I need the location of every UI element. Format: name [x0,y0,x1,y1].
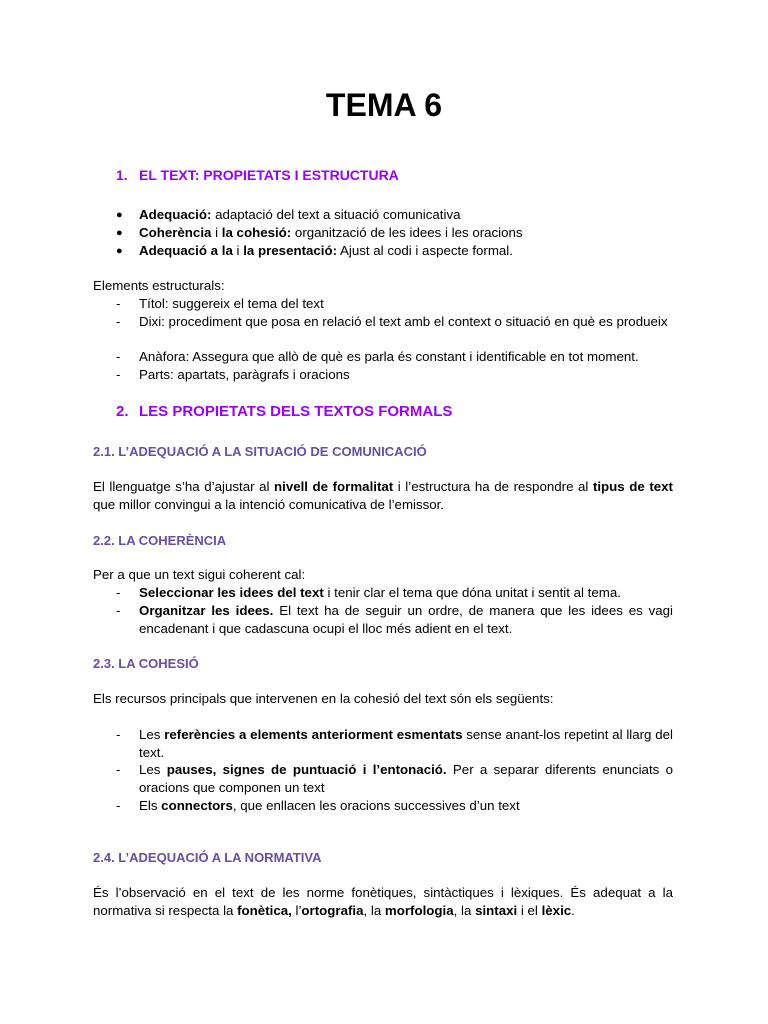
dash-marker: - [116,296,121,311]
list-item: Organitzar les idees. El text ha de seguir un ordre, de manera que les idees es vagi encadenant i que cadascuna ocupi el lloc més adient en el text. [139,603,673,636]
section-title: LES PROPIETATS DELS TEXTOS FORMALS [139,403,453,420]
dash-marker: - [116,349,121,364]
list-item: Les pauses, signes de puntuació i l’entonació. Per a separar diferents enunciats o oracions que componen un text [139,762,673,795]
paragraph: El llenguatge s’ha d’ajustar al nivell de formalitat i l’estructura ha de respondre al tipus de text que millor convingui a la intenció comunicativa de l’emissor. [93,479,673,512]
subsection-heading: 2.1. L’ADEQUACIÓ A LA SITUACIÓ DE COMUNICACIÓ [93,444,427,459]
subsection-heading: 2.4. L’ADEQUACIÓ A LA NORMATIVA [93,850,322,865]
paragraph: Elements estructurals: [93,278,225,293]
list-item: Parts: apartats, paràgrafs i oracions [139,367,350,382]
dash-marker: - [116,603,121,618]
list-item: Dixi: procediment que posa en relació el text amb el context o situació en què es produeix [139,314,668,329]
bullet-marker: ● [116,227,123,239]
paragraph: Els recursos principals que intervenen en la cohesió del text són els següents: [93,691,554,706]
subsection-heading: 2.3. LA COHESIÓ [93,656,199,671]
dash-marker: - [116,585,121,600]
paragraph: Per a que un text sigui coherent cal: [93,567,306,582]
page-title: TEMA 6 [325,87,443,123]
bullet-marker: ● [116,245,123,257]
bullet-marker: ● [116,209,123,221]
section-title: EL TEXT: PROPIETATS I ESTRUCTURA [139,167,399,183]
paragraph: És l’observació en el text de les norme fonètiques, sintàctiques i lèxiques. És adequat a la normativa si respecta la fonètica, l’ortografia, la morfologia, la sintaxi i el lèxic. [93,885,673,918]
dash-marker: - [116,367,121,382]
dash-marker: - [116,798,121,813]
bullet-item: Coherència i la cohesió: organització de les idees i les oracions [139,225,523,240]
dash-marker: - [116,762,121,777]
dash-marker: - [116,727,121,742]
section-number: 1. [116,167,128,183]
subsection-heading: 2.2. LA COHERÈNCIA [93,533,227,548]
bullet-item: Adequació: adaptació del text a situació comunicativa [139,207,461,222]
section-number: 2. [116,403,129,420]
list-item: Seleccionar les idees del text i tenir clar el tema que dóna unitat i sentit al tema. [139,585,621,600]
section-1-heading [116,166,399,184]
list-item: Les referències a elements anteriorment esmentats sense anant-los repetint al llarg del text. [139,727,673,760]
list-item: Anàfora: Assegura que allò de què es parla és constant i identificable en tot moment. [139,349,639,364]
bullet-item: Adequació a la i la presentació: Ajust al codi i aspecte formal. [139,243,513,258]
list-item: Els connectors, que enllacen les oracions successives d’un text [139,798,520,813]
dash-marker: - [116,314,121,329]
list-item: Títol: suggereix el tema del text [139,296,324,311]
section-2-heading [116,402,452,421]
